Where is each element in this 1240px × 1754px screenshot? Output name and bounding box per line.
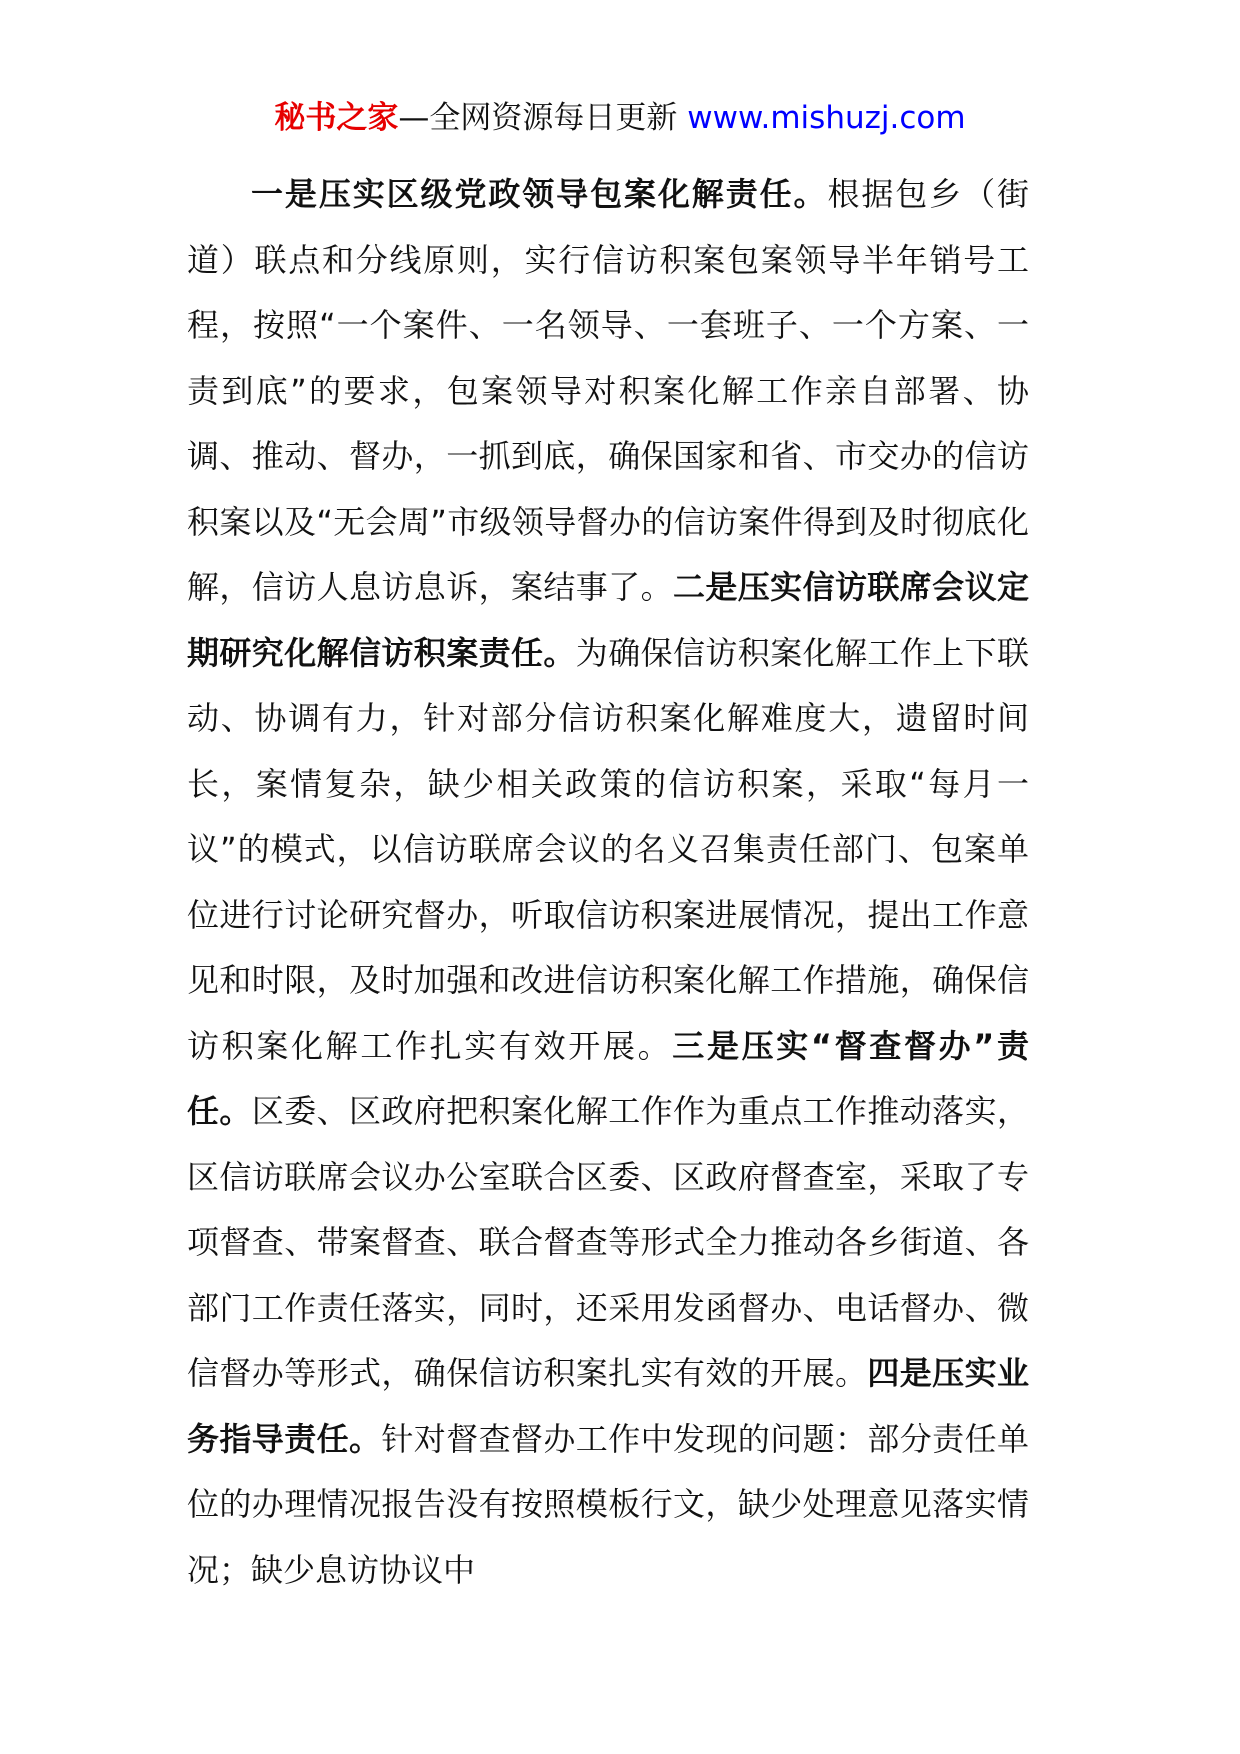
brand-name: 秘书之家 — [274, 100, 399, 136]
header-tagline: —全网资源每日更新 — [398, 100, 688, 136]
point-one-text: 根据包乡（街道）联点和分线原则，实行信访积案包案领导半年销号工程，按照“一个案件、一名领导、一套班子、一个方案、一责到底”的要求，包案领导对积案化解工作亲自部署、协调、推动、督办，一抓到底，确保国家和省、市交办的信访积案以及“无会周”市级领导督办的信访案件得到及时彻底化解，信访人息访息诉，案结事了。 — [187, 175, 1029, 606]
point-three-heading: 三是压实“督查督办”责任。 — [187, 1026, 1029, 1130]
point-three-text: 区委、区政府把积案化解工作作为重点工作推动落实，区信访联席会议办公室联合区委、区政府督查室，采取了专项督查、带案督查、联合督查等形式全力推动各乡街道、各部门工作责任落实，同时，还采用发函督办、电话督办、微信督办等形式，确保信访积案扎实有效的开展。 — [187, 1092, 1029, 1392]
point-one-heading: 一是压实区级党政领导包案化解责任。 — [251, 175, 828, 213]
point-four-text: 针对督查督办工作中发现的问题：部分责任单位的办理情况报告没有按照模板行文，缺少处理意见落实情况；缺少息访协议中 — [187, 1419, 1029, 1589]
site-url-link[interactable]: www.mishuzj.com — [687, 100, 966, 136]
point-two-heading: 二是压实信访联席会议定期研究化解信访积案责任。 — [187, 568, 1029, 672]
point-two-text: 为确保信访积案化解工作上下联动、协调有力，针对部分信访积案化解难度大，遗留时间长，案情复杂，缺少相关政策的信访积案，采取“每月一议”的模式，以信访联席会议的名义召集责任部门、包案单位进行讨论研究督办，听取信访积案进展情况，提出工作意见和时限，及时加强和改进信访积案化解工作措施，确保信访积案化解工作扎实有效开展。 — [187, 633, 1029, 1065]
page-header — [0, 98, 1240, 138]
point-four-heading: 四是压实业务指导责任。 — [187, 1354, 1029, 1458]
body-paragraph — [187, 162, 1029, 1603]
